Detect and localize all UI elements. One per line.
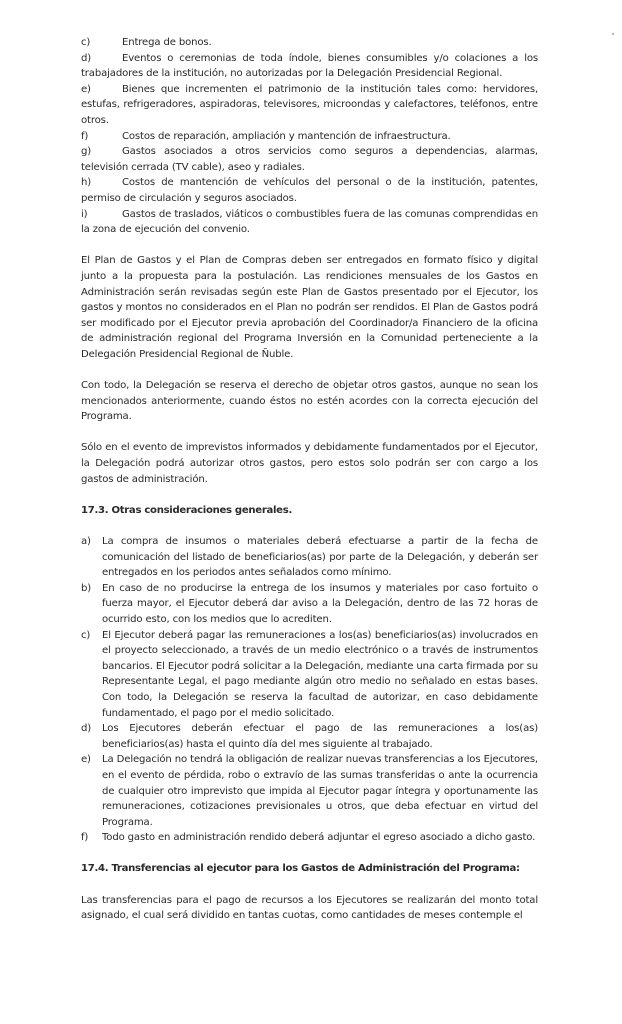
list-item xyxy=(81,581,538,628)
list-text: Gastos asociados a otros servicios como seguros a dependencias, alarmas, televisión cerrada (TV cable), aseo y radiales. xyxy=(81,146,538,173)
list-label: d) xyxy=(81,723,92,735)
document-page xyxy=(81,35,538,924)
list-item xyxy=(81,82,538,129)
imprevistos-paragraph: Sólo en el evento de imprevistos informados y debidamente fundamentados por el Ejecutor, la Delegación podrá autorizar otros gastos, pero estos solo podrán ser con cargo a los gastos de administración. xyxy=(81,442,538,485)
list-label: e) xyxy=(81,83,91,95)
reserva-paragraph: Con todo, la Delegación se reserva el derecho de objetar otros gastos, aunque no sean los mencionados anteriormente, cuando éstos no estén acordes con la correcta ejecución del Programa. xyxy=(81,380,538,423)
list-text: Costos de reparación, ampliación y mantención de infraestructura. xyxy=(122,130,451,142)
list-text: Todo gasto en administración rendido deberá adjuntar el egreso asociado a dicho gasto. xyxy=(102,832,536,844)
list-label: c) xyxy=(81,629,91,641)
section-heading-17-3: 17.3. Otras consideraciones generales. xyxy=(81,504,292,516)
list-item xyxy=(81,175,538,206)
excluded-expenses-list xyxy=(81,35,538,238)
list-text: Los Ejecutores deberán efectuar el pago de las remuneraciones a los(as) beneficiarios(as) hasta el quinto día del mes siguiente al trabajado. xyxy=(102,723,538,750)
list-item xyxy=(81,129,538,145)
list-text: Gastos de traslados, viáticos o combustibles fuera de las comunas comprendidas en la zona de ejecución del convenio. xyxy=(81,208,538,236)
list-text: El Ejecutor deberá pagar las remuneraciones a los(as) beneficiarios(as) involucrados en el proyecto seleccionado, a través de un medio electrónico o a través de instrumentos bancarios. El Ejecutor podrá solicitar a la Delegación, mediante una carta firmada por su Representante Legal, el pago mediante algún otro medio no señalado en estas bases. Con todo, la Delegación se reserva la facultad de autorizar, en caso debidamente fundamentado, el pago por el medio solicitado. xyxy=(102,629,538,719)
list-text: En caso de no producirse la entrega de los insumos y materiales por caso fortuito o fuerza mayor, el Ejecutor deberá dar aviso a la Delegación, dentro de las 72 horas de ocurrido esto, con los medios que lo acrediten. xyxy=(102,582,538,625)
list-label: e) xyxy=(81,754,91,766)
section-heading-17-4: 17.4. Transferencias al ejecutor para los Gastos de Administración del Programa: xyxy=(81,863,520,875)
list-item xyxy=(81,830,538,846)
list-item xyxy=(81,35,538,51)
plan-de-gastos-paragraph: El Plan de Gastos y el Plan de Compras deben ser entregados en formato físico y digital junto a la propuesta para la postulación. Las rendiciones mensuales de los Gastos en Administración serán revisadas según este Plan de Gastos presentado por el Ejecutor, los gastos y montos no considerados en el Plan no podrán ser rendidos. El Plan de Gastos podrá ser modificado por el Ejecutor previa aprobación del Coordinador/a Financiero de la oficina de administración regional del Programa Inversión en la Comunidad perteneciente a la Delegación Presidencial Regional de Ñuble. xyxy=(81,255,538,360)
list-text: Costos de mantención de vehículos del personal o de la institución, patentes, permiso de circulación y seguros asociados. xyxy=(81,177,538,204)
list-text: Entrega de bonos. xyxy=(122,37,212,48)
considerations-list xyxy=(81,534,538,846)
list-item xyxy=(81,144,538,175)
list-item xyxy=(81,534,538,581)
list-label: g) xyxy=(81,146,92,158)
list-text: La Delegación no tendrá la obligación de realizar nuevas transferencias a los Ejecutores, en el evento de pérdida, robo o extravío de las sumas transferidas o ante la ocurrencia de cualquier otro imprevisto que impida al Ejecutor pagar íntegra y oportunamente las remuneraciones, cotizaciones previsionales u otros, que deba efectuar en virtud del Programa. xyxy=(102,754,538,828)
list-label: d) xyxy=(81,52,92,64)
list-label: b) xyxy=(81,582,92,594)
list-label: f) xyxy=(81,130,89,142)
list-item xyxy=(81,628,538,722)
list-label: c) xyxy=(81,37,91,48)
list-text: La compra de insumos o materiales deberá efectuarse a partir de la fecha de comunicación del listado de beneficiarios(as) por parte de la Delegación, y deberán ser entregados en los periodos antes señalados como mínimo. xyxy=(102,536,538,579)
list-item xyxy=(81,51,538,82)
scan-speck xyxy=(612,33,614,35)
list-text: Eventos o ceremonias de toda índole, bienes consumibles y/o colaciones a los trabajadores de la institución, no autorizadas por la Delegación Presidencial Regional. xyxy=(81,52,538,80)
transferencias-paragraph: Las transferencias para el pago de recursos a los Ejecutores se realizarán del monto total asignado, el cual será dividido en tantas cuotas, como cantidades de meses contemple el xyxy=(81,894,538,922)
list-item xyxy=(81,721,538,752)
list-label: i) xyxy=(81,208,88,220)
list-label: f) xyxy=(81,832,89,844)
list-label: a) xyxy=(81,536,91,547)
list-item xyxy=(81,207,538,238)
list-item xyxy=(81,752,538,830)
list-text: Bienes que incrementen el patrimonio de la institución tales como: hervidores, estufas, refrigeradores, aspiradoras, televisores, microondas y calefactores, teléfonos, entre otros. xyxy=(81,83,538,126)
list-label: h) xyxy=(81,177,92,189)
